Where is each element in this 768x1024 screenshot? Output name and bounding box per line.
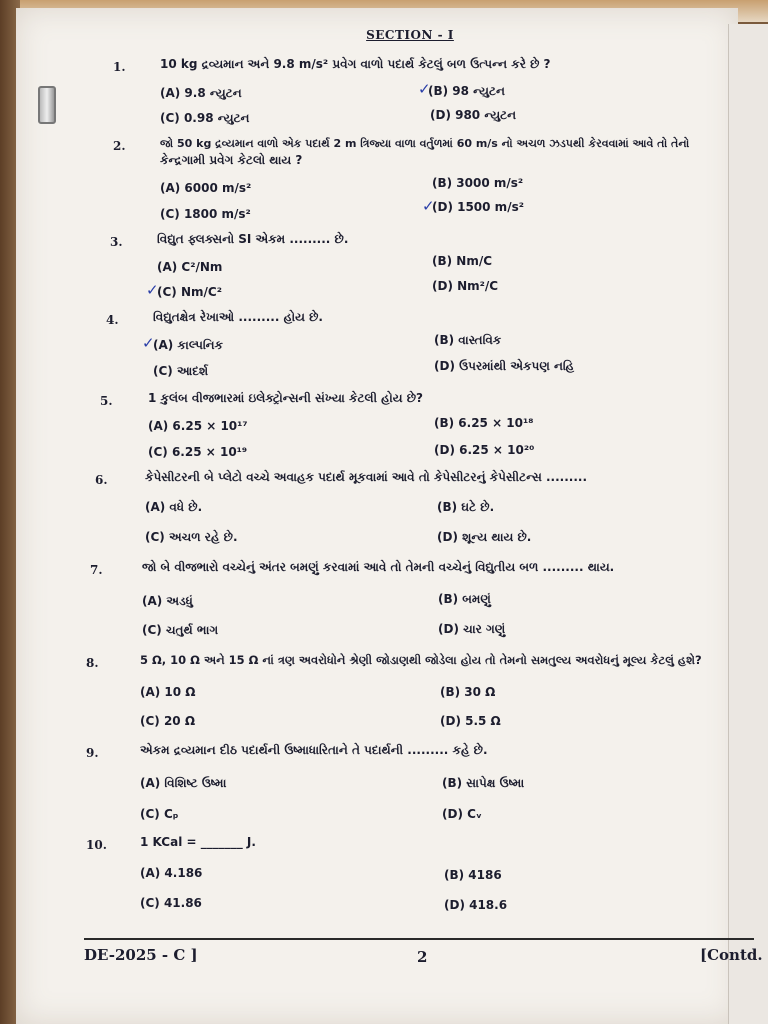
option-a: (A) કાલ્પનિક [153,338,223,352]
question-number: 9. [86,746,99,760]
question-text: 10 kg દ્રવ્યમાન અને 9.8 m/s² પ્રવેગ વાળો પદાર્થ કેટલું બળ ઉત્પન્ન કરે છે ? [160,57,551,71]
question-text: 5 Ω, 10 Ω અને 15 Ω નાં ત્રણ અવરોધોને શ્રેણી જોડાણથી જોડેલા હોય તો તેમનો સમતુલ્ય અવરોધનું મૂલ્ય કેટલું હશે? [140,653,702,667]
option-b: (B) Nm/C [432,254,493,268]
option-d: (D) 1500 m/s² [432,200,524,214]
tick-mark: ✓ [146,281,159,299]
option-b: (B) સાપેક્ષ ઉષ્મા [442,776,525,790]
question-number: 1. [113,60,126,74]
option-c: (C) 1800 m/s² [160,207,251,221]
option-c: (C) આદર્શ [153,364,209,378]
option-d: (D) ઉપરમાંથી એકપણ નહિ [434,359,575,373]
option-a: (A) વધે છે. [145,500,203,514]
option-d: (D) 6.25 × 10²⁰ [434,443,535,457]
option-d: (D) 980 ન્યુટન [430,108,517,122]
option-b: (B) વાસ્તવિક [434,333,502,347]
option-d: (D) Cᵥ [442,807,482,821]
option-b: (B) 30 Ω [440,685,496,699]
option-a: (A) 6.25 × 10¹⁷ [148,419,248,433]
question-text: જો 50 kg દ્રવ્યમાન વાળો એક પદાર્થ 2 m ત્રિજ્યા વાળા વર્તુળમાં 60 m/s નો અચળ ઝડપથી કેરવવામાં આવે તો તેનો [160,137,690,150]
footer-divider [84,938,754,940]
option-b: (B) ઘટે છે. [437,500,495,514]
option-a: (A) 4.186 [140,866,203,880]
question-text: એકમ દ્રવ્યમાન દીઠ પદાર્થની ઉષ્માધારિતાને તે પદાર્થની ......... કહે છે. [140,743,488,757]
option-d: (D) 5.5 Ω [440,714,501,728]
option-b: (B) 98 ન્યુટન [428,84,505,98]
option-a: (A) 6000 m/s² [160,181,252,195]
question-number: 2. [113,139,126,153]
question-text: વિદ્યુત ફ્લક્સનો SI એકમ ......... છે. [157,232,349,246]
question-number: 6. [95,473,108,487]
option-c: (C) 20 Ω [140,714,196,728]
option-c: (C) 41.86 [140,896,202,910]
option-a: (A) વિશિષ્ટ ઉષ્મા [140,776,227,790]
section-title: SECTION - I [366,28,454,42]
option-c: (C) 6.25 × 10¹⁹ [148,445,248,459]
option-d: (D) ચાર ગણું [438,622,506,636]
paper-code: DE-2025 - C ] [84,946,198,964]
option-d: (D) શૂન્ય થાય છે. [437,530,532,544]
option-d: (D) 418.6 [444,898,508,912]
question-text: વિદ્યુતક્ષેત્ર રેખાઓ ......... હોય છે. [153,310,323,324]
tick-mark: ✓ [142,334,155,352]
option-c: (C) ચતુર્થ ભાગ [142,623,219,637]
option-b: (B) 4186 [444,868,502,882]
option-a: (A) C²/Nm [157,260,223,274]
tick-mark: ✓ [422,197,435,215]
question-number: 8. [86,656,99,670]
question-number: 3. [110,235,123,249]
option-b: (B) 6.25 × 10¹⁸ [434,416,534,430]
question-text: કેપેસીટરની બે પ્લેટો વચ્ચે અવાહક પદાર્થ મૂકવામાં આવે તો કેપેસીટરનું કેપેસીટન્સ ......... [145,470,588,484]
option-a: (A) 9.8 ન્યુટન [160,86,242,100]
option-c: (C) Cₚ [140,807,179,821]
option-b: (B) બમણું [438,592,491,606]
question-number: 4. [106,313,119,327]
question-text: જો બે વીજભારો વચ્ચેનું અંતર બમણું કરવામાં આવે તો તેમની વચ્ચેનું વિદ્યુતીય બળ ......... થાય. [142,560,615,574]
option-a: (A) અડધું [142,594,193,608]
option-b: (B) 3000 m/s² [432,176,524,190]
continued-label: [Contd. [700,946,763,964]
option-d: (D) Nm²/C [432,279,499,293]
tick-mark: ✓ [418,80,431,98]
question-text-continued: કેન્દ્રગામી પ્રવેગ કેટલો થાય ? [160,153,303,167]
question-text: 1 KCal = _______ J. [140,835,256,849]
option-c: (C) અચળ રહે છે. [145,530,238,544]
question-number: 5. [100,394,113,408]
question-text: 1 કુલંબ વીજભારમાં ઇલેક્ટ્રોન્સની સંખ્યા કેટલી હોય છે? [148,391,423,405]
question-number: 10. [86,838,107,852]
option-c: (C) 0.98 ન્યુટન [160,111,250,125]
question-number: 7. [90,563,103,577]
option-a: (A) 10 Ω [140,685,196,699]
page-number: 2 [417,948,428,966]
option-c: (C) Nm/C² [157,285,222,299]
